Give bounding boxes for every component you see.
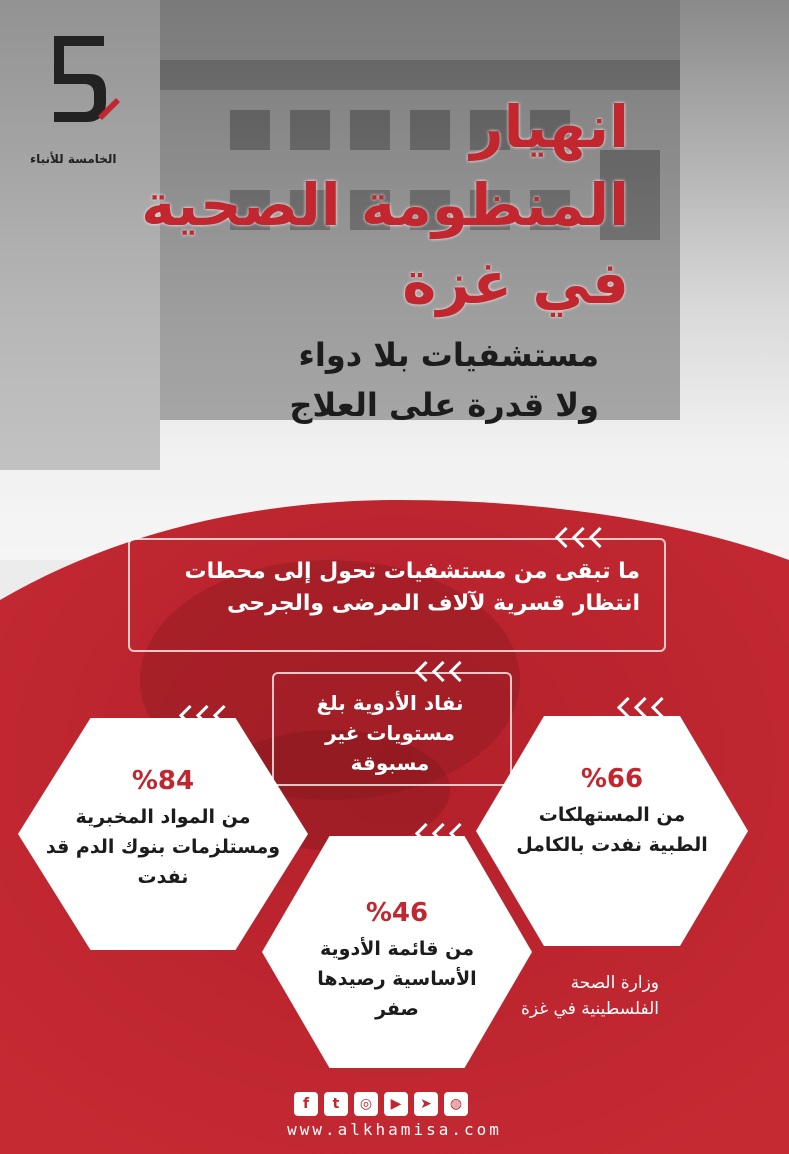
fact-middle-arrows-icon: [418, 664, 467, 682]
brand-name: الخامسة للأنباء: [30, 152, 117, 166]
subtitle-line-2: ولا قدرة على العلاج: [289, 386, 599, 424]
page-title: [29, 88, 629, 322]
stat-2-percent: %66: [580, 764, 644, 794]
fact-top-arrows-icon: [558, 530, 607, 548]
stat-2-arrows-icon: [620, 700, 669, 718]
fact-middle-text: نفاد الأدوية بلغ مستويات غير مسبوقة: [316, 691, 464, 775]
facebook-icon[interactable]: f: [294, 1092, 318, 1116]
stat-3-text: من قائمة الأدوية الأساسية رصيدها صفر: [317, 938, 477, 1020]
dribbble-icon[interactable]: ◍: [444, 1092, 468, 1116]
stat-2: [516, 764, 708, 860]
social-links: [294, 1092, 468, 1116]
stat-1: [40, 766, 286, 892]
subtitle-line-1: مستشفيات بلا دواء: [298, 336, 599, 374]
title-line-3: في غزة: [402, 249, 629, 317]
stat-3-percent: %46: [365, 898, 429, 928]
website-link[interactable]: www.alkhamisa.com: [287, 1120, 502, 1139]
stat-1-percent: %84: [131, 766, 195, 796]
title-line-1: انهيار: [470, 93, 629, 161]
source-credit: وزارة الصحة الفلسطينية في غزة: [520, 973, 659, 1019]
stat-2-text: من المستهلكات الطبية نفدت بالكامل: [516, 804, 708, 856]
stat-3: [300, 898, 494, 1024]
instagram-icon[interactable]: ◎: [354, 1092, 378, 1116]
youtube-icon[interactable]: ▶: [384, 1092, 408, 1116]
subtitle: [39, 330, 599, 430]
stat-1-text: من المواد المخبرية ومستلزمات بنوك الدم قد نفدت: [45, 806, 281, 888]
fact-top-text: ما تبقى من مستشفيات تحول إلى محطات انتظار قسرية لآلاف المرضى والجرحى: [184, 559, 640, 616]
twitter-icon[interactable]: t: [324, 1092, 348, 1116]
title-line-2: المنظومة الصحية: [141, 171, 629, 239]
telegram-icon[interactable]: ➤: [414, 1092, 438, 1116]
